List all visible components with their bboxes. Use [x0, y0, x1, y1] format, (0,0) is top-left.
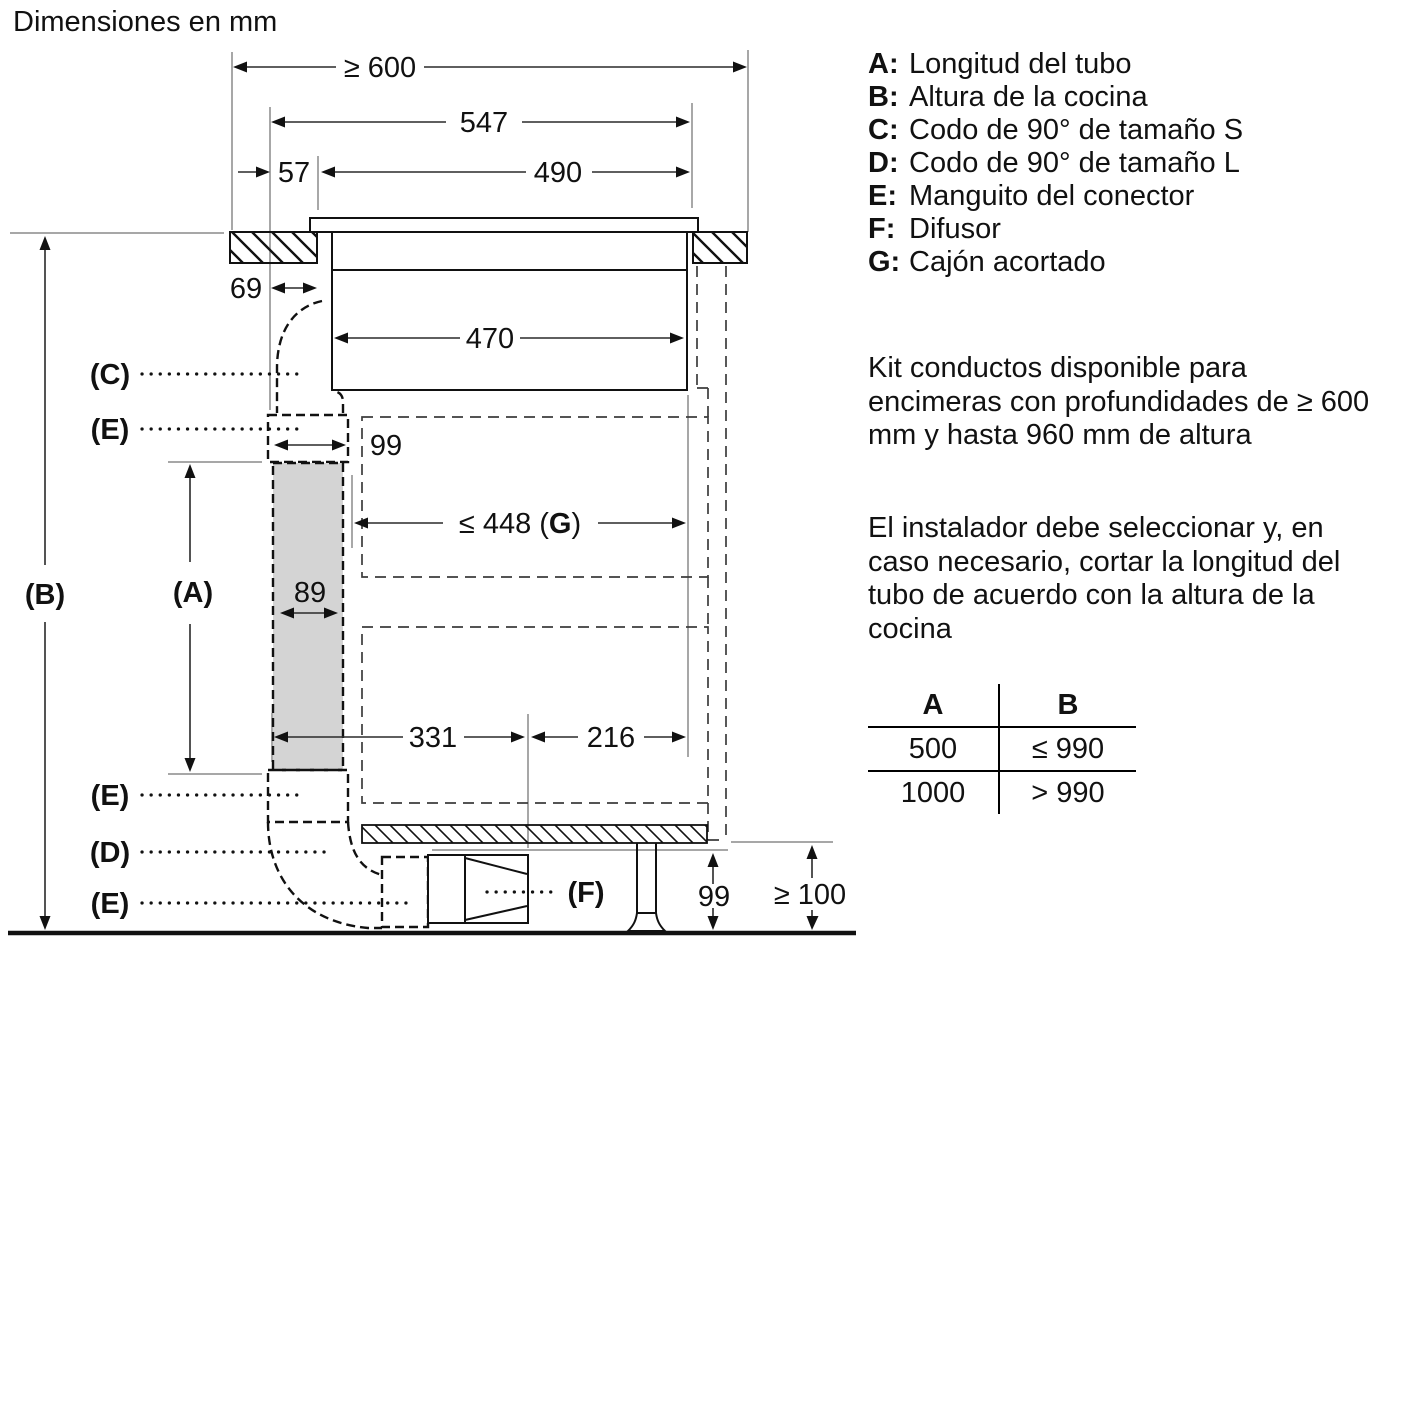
- elbow-s-outer: [277, 301, 322, 413]
- connector-sleeve-top: [268, 415, 348, 462]
- installation-diagram: [0, 0, 880, 960]
- page-title: Dimensiones en mm: [13, 6, 278, 38]
- mark-tube-length: (A): [172, 577, 214, 609]
- legend-item-g: G: Cajón acortado: [868, 246, 1106, 278]
- diffuser-shape: [428, 855, 528, 923]
- mark-sleeve-mid: (E): [90, 780, 130, 812]
- lower-drawer-outline: [362, 627, 708, 803]
- dim-hob-total: 547: [459, 107, 509, 139]
- elbow-s-inner: [333, 391, 343, 413]
- dimension-arrowheads: [40, 62, 819, 931]
- dim-depth-front: 331: [408, 722, 458, 754]
- note-installer: El instalador debe seleccionar y, en caso necesario, cortar la longitud del tubo de acuerdo con la altura de la cocina: [868, 512, 1341, 645]
- dim-duct-gap: 69: [229, 273, 263, 305]
- table-row: [868, 728, 1136, 772]
- mark-sleeve-low: (E): [90, 888, 130, 920]
- table-cell-b: ≤ 990: [1031, 732, 1105, 765]
- mark-diffuser: (F): [567, 877, 605, 909]
- adjustable-foot-base: [628, 913, 665, 931]
- hob-body: [332, 232, 687, 390]
- dim-top-width: ≥ 600: [343, 52, 417, 84]
- legend: [868, 48, 1388, 279]
- table-header-row: [868, 684, 1136, 728]
- mark-cabinet-height: (B): [24, 579, 66, 611]
- duct-tube: [273, 463, 343, 770]
- dim-plinth-height: 99: [697, 881, 731, 913]
- table-header-b: B: [1057, 688, 1079, 721]
- adjustable-foot-leg: [637, 843, 656, 914]
- mark-sleeve-top: (E): [90, 414, 130, 446]
- solid-structures: [8, 218, 856, 933]
- legend-item-b: B: Altura de la cocina: [868, 81, 1148, 113]
- dim-cutout-width: 490: [533, 157, 583, 189]
- legend-item-d: D: Codo de 90° de tamaño L: [868, 147, 1240, 179]
- tube-length-table: [868, 684, 1136, 814]
- worktop-section-left: [230, 232, 317, 263]
- connector-sleeve-mid: [268, 770, 348, 822]
- table-cell-a: 1000: [868, 772, 1000, 814]
- worktop-section-right: [693, 232, 747, 263]
- leader-lines: [142, 374, 557, 903]
- shortened-drawer-outline: [362, 417, 708, 577]
- legend-item-a: A: Longitud del tubo: [868, 48, 1132, 80]
- cabinet-bottom-shelf: [362, 825, 707, 843]
- dim-edge-offset: 57: [277, 157, 311, 189]
- dim-depth-rear: 216: [586, 722, 636, 754]
- note-kit-availability: Kit conductos disponible para encimeras con profundidades de ≥ 600 mm y hasta 960 mm de altura: [868, 352, 1370, 451]
- dim-tube-width: 89: [293, 577, 327, 609]
- table-cell-a: 500: [868, 728, 1000, 770]
- table-header-a: A: [868, 684, 1000, 726]
- dim-drawer-width: ≤ 448 (G): [458, 508, 582, 540]
- legend-item-e: E: Manguito del conector: [868, 180, 1195, 212]
- table-row: [868, 772, 1136, 814]
- legend-item-c: C: Codo de 90° de tamaño S: [868, 114, 1244, 146]
- dimension-lines: [45, 67, 812, 916]
- rear-channel-outline: [697, 266, 726, 840]
- mark-elbow-l: (D): [89, 837, 131, 869]
- hob-glass-top: [310, 218, 698, 232]
- dim-floor-clearance: ≥ 100: [773, 879, 847, 911]
- mark-elbow-s: (C): [89, 359, 131, 391]
- connector-sleeve-low: [382, 857, 428, 927]
- dim-body-width: 470: [465, 323, 515, 355]
- dim-sleeve-width: 99: [369, 430, 403, 462]
- table-cell-b: > 990: [1031, 776, 1105, 809]
- legend-item-f: F: Difusor: [868, 213, 1001, 245]
